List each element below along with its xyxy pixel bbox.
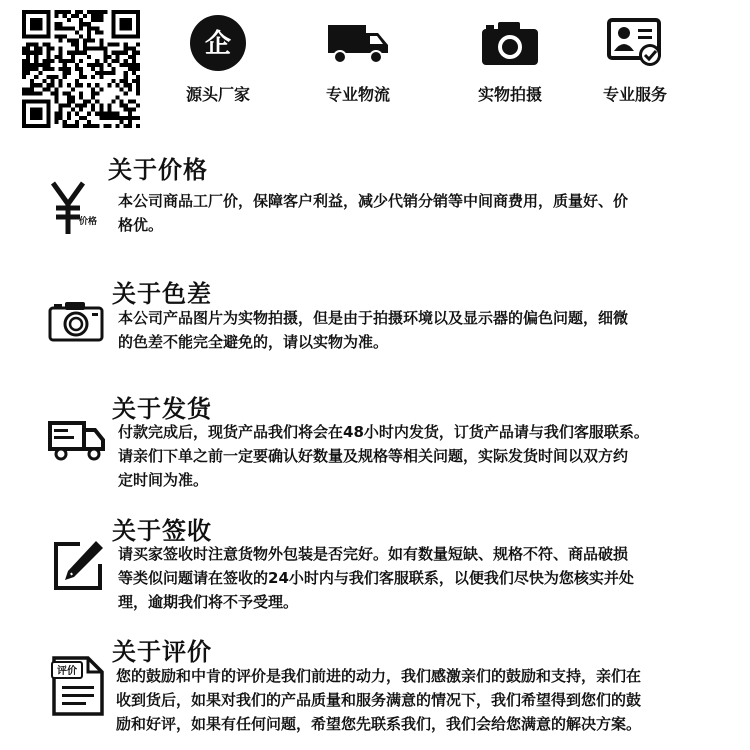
feature-label: 专业服务: [602, 85, 667, 104]
feature-logistics: [318, 14, 398, 105]
body-line: 理，逾期我们将不予受理。: [118, 593, 299, 611]
feature-pro-service: [595, 14, 675, 105]
section-body-shipping: [118, 420, 649, 492]
body-line: 励和好评，如果有任何问题，希望您先联系我们，我们会给您满意的解决方案。: [116, 715, 642, 733]
section-title-review: 关于评价: [112, 638, 212, 666]
camera-icon: [480, 19, 540, 67]
id-card-check-icon: [606, 17, 664, 69]
section-body-receipt: [118, 542, 634, 614]
body-line: 收到货后，如果对我们的产品质量和服务满意的情况下，我们希望得到您们的鼓: [116, 691, 642, 709]
section-title-color: 关于色差: [112, 280, 212, 308]
feature-real-photos: [470, 14, 550, 105]
feature-source-factory: [180, 14, 256, 105]
qr-code: [22, 10, 140, 128]
body-line: 等类似问题请在签收的24小时内与我们客服联系，以便我们尽快为您核实并处: [118, 569, 634, 587]
body-line: 您的鼓励和中肯的评价是我们前进的动力，我们感激亲们的鼓励和支持，亲们在: [116, 667, 642, 685]
section-body-review: [116, 664, 641, 736]
truck-icon: [326, 21, 390, 65]
svg-text:企: 企: [204, 29, 232, 59]
review-icon-label: 评价: [57, 666, 77, 677]
body-line: 付款完成后，现货产品我们将会在48小时内发货，订货产品请与我们客服联系。: [118, 423, 649, 441]
body-line: 请亲们下单之前一定要确认好数量及规格等相关问题，实际发货时间以双方约: [118, 447, 629, 465]
price-icon-label: 价格: [78, 217, 98, 227]
body-line: 本公司产品图片为实物拍摄，但是由于拍摄环境以及显示器的偏色问题，细微: [118, 309, 629, 327]
section-body-price: [118, 189, 628, 237]
delivery-truck-icon: [48, 420, 106, 462]
camera-outline-icon: [48, 300, 104, 342]
body-line: 的色差不能完全避免的，请以实物为准。: [118, 333, 389, 351]
feature-label: 实物拍摄: [477, 85, 542, 104]
feature-label: 专业物流: [325, 85, 390, 104]
section-title-receipt: 关于签收: [112, 517, 212, 545]
section-title-price: 关于价格: [108, 156, 208, 184]
section-body-color: [118, 306, 628, 354]
body-line: 本公司商品工厂价，保障客户利益，减少代销分销等中间商费用，质量好、价: [118, 192, 629, 210]
edit-sign-icon: [50, 538, 106, 594]
body-line: 定时间为准。: [118, 471, 209, 489]
feature-label: 源头厂家: [185, 85, 250, 104]
review-document-icon: [50, 654, 106, 718]
body-line: 格优。: [118, 216, 164, 234]
body-line: 请买家签收时注意货物外包装是否完好。如有数量短缺、规格不符、商品破损: [118, 545, 629, 563]
enterprise-icon: [189, 14, 247, 72]
yen-price-icon: [50, 180, 100, 236]
section-title-shipping: 关于发货: [112, 395, 212, 423]
